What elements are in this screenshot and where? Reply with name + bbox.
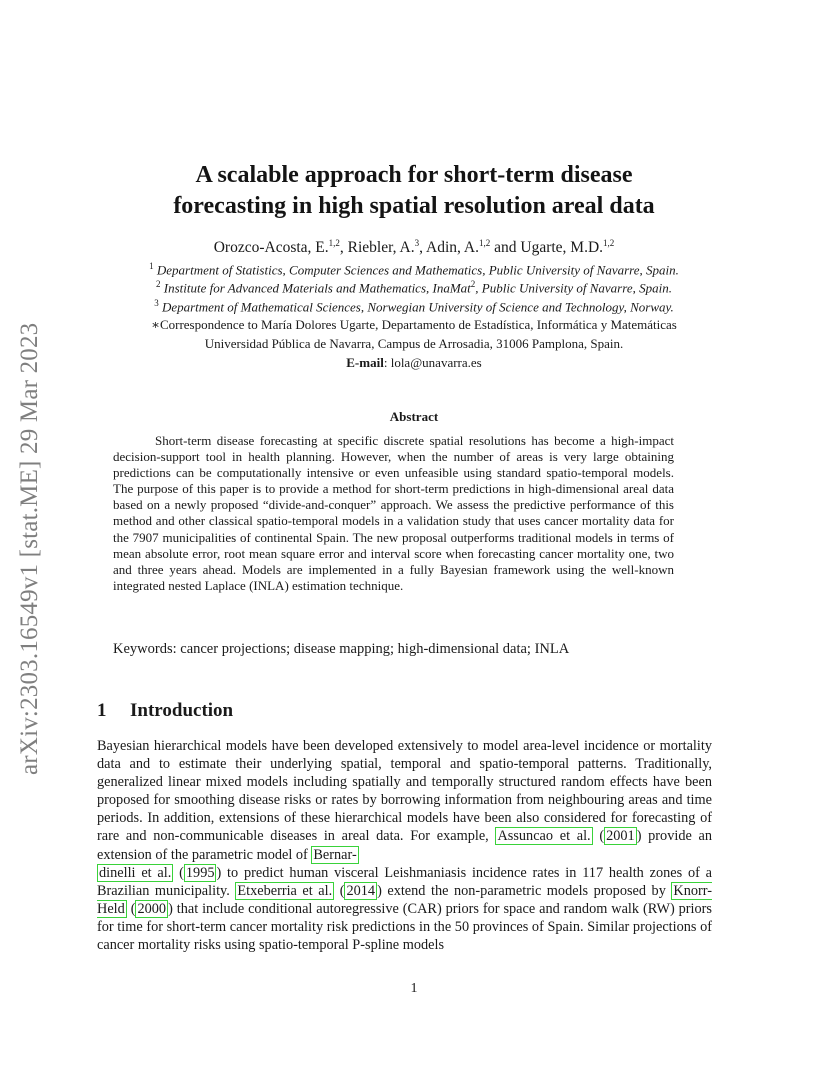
citation-etxeberria[interactable]: Etxeberria et al. [237,882,333,899]
author-name: Orozco-Acosta, E. [213,239,329,257]
affiliation-2 [0,279,828,296]
author-affiliation-mark: 1,2 [603,238,615,248]
author-list [0,238,828,257]
keywords: Keywords: cancer projections; disease mapping; high-dimensional data; INLA [113,641,570,657]
citation-paren: ( [592,828,605,845]
page-number: 1 [410,981,418,996]
affiliation-text: Institute for Advanced Materials and Mathematics, InaMat [163,280,471,296]
author-name: Adin, A. [426,239,479,257]
section-number: 1 [97,700,107,721]
author-name: Riebler, A. [347,239,415,257]
section-heading [97,700,233,722]
affiliation-text: Department of Statistics, Computer Sciences and Mathematics, Public University of Navarre, Spain. [156,262,679,278]
author-name: Ugarte, M.D. [520,239,604,257]
citation-assuncao-year[interactable]: 2001 [606,828,635,845]
section-title: Introduction [130,700,234,721]
introduction-paragraph [97,737,712,954]
citation-paren: ( [126,900,136,917]
paper-title [0,160,828,222]
abstract-body: Short-term disease forecasting at specific discrete spatial resolutions has become a high-impact decision-support tool in health planning. However, when the number of areas is very large obtaining predictions can be computationally intensive or even unfeasible using standard spatio-temporal models. The purpose of this paper is to provide a method for short-term predictions in high-dimensional areal data based on a newly proposed “divide-and-conquer” approach. We assess the predictive performance of this method and other classical spatio-temporal models in a validation study that uses cancer mortality data for the 7907 municipalities of continental Spain. The new proposal outperforms traditional models in terms of mean absolute error, root mean square error and interval score when forecasting cancer mortality one, two and three years ahead. Models are implemented in a fully Bayesian framework using the well-known integrated nested Laplace (INLA) estimation technique. [113,433,674,593]
affiliation-text: Department of Mathematical Sciences, Norwegian University of Science and Technology, Norway. [161,299,674,315]
intro-text-3: ) to predict human visceral Leishmaniasis incidence rates in 117 health zones of a Brazilian municipality. [97,864,713,899]
title-line-1: A scalable approach for short-term disease [195,162,633,188]
email-address[interactable]: lola@unavarra.es [390,355,482,370]
correspondence-line-2: Universidad Pública de Navarra, Campus de Arrosadia, 31006 Pamplona, Spain. [204,336,624,351]
affiliation-1 [0,261,828,278]
author-separator: , [339,239,348,257]
affiliation-mark: 1 [149,261,154,271]
author-affiliation-mark: 1,2 [478,238,491,248]
intro-text-4: ) extend the non-parametric models proposed by [377,882,666,899]
affiliation-text-end: , Public University of Navarre, Spain. [475,280,672,296]
intro-text-1: Bayesian hierarchical models have been developed extensively to model area-level incidence or mortality data and to estimate their underlying spatial, temporal and spatio-temporal patterns. Traditionally, generalized linear mixed models including spatially and temporally structured random effects have been proposed for smoothing disease risks or rates by borrowing information from neighbouring areas and time periods. In addition, extensions of these hierarchical models have been also considered for forecasting of rare and non-communicable diseases in areal data. For example, [97,738,712,845]
citation-assuncao[interactable]: Assuncao et al. [497,828,591,845]
title-line-2: forecasting in high spatial resolution areal data [173,193,655,219]
citation-knorr-held[interactable]: Knorr-Held [97,882,713,917]
affiliation-superscript: 2 [470,279,476,289]
abstract-heading: Abstract [389,409,439,424]
author-separator: and [490,239,521,257]
intro-text-2: ) provide an extension of the parametric model of [97,828,712,863]
citation-paren: ( [334,882,345,899]
citation-bernardinelli[interactable] [311,846,358,864]
author-affiliation-mark: 1,2 [328,238,340,248]
author-separator: , [419,239,427,257]
email-line: E-mail: lola@unavarra.es [346,355,482,370]
author-affiliation-mark: 3 [414,238,420,248]
affiliation-mark: 2 [156,279,161,289]
affiliation-3 [0,298,828,315]
email-label: E-mail [346,355,384,370]
citation-etxeberria-year[interactable]: 2014 [346,882,376,899]
citation-bernardinelli-year[interactable]: 1995 [185,864,215,881]
affiliation-mark: 3 [154,298,159,308]
citation-paren: ( [173,864,184,881]
citation-bernardinelli-part-1: Bernar- [313,846,357,863]
citation-bernardinelli-cont[interactable] [97,864,173,882]
citation-knorr-held-year[interactable]: 2000 [137,900,167,917]
arxiv-identifier: arXiv:2303.16549v1 [stat.ME] 29 Mar 2023 [16,322,43,775]
intro-text-5: ) that include conditional autoregressive (CAR) priors for space and random walk (RW) priors for time for short-term cancer mortality risk predictions in the 50 provinces of Spain. Similar projections of cancer mortality risks using spatio-temporal P-spline models [97,900,712,954]
correspondence-line-1: ∗Correspondence to María Dolores Ugarte, Departamento de Estadística, Informática y Matemáticas [151,317,677,332]
citation-bernardinelli-part-2: dinelli et al. [99,864,172,881]
